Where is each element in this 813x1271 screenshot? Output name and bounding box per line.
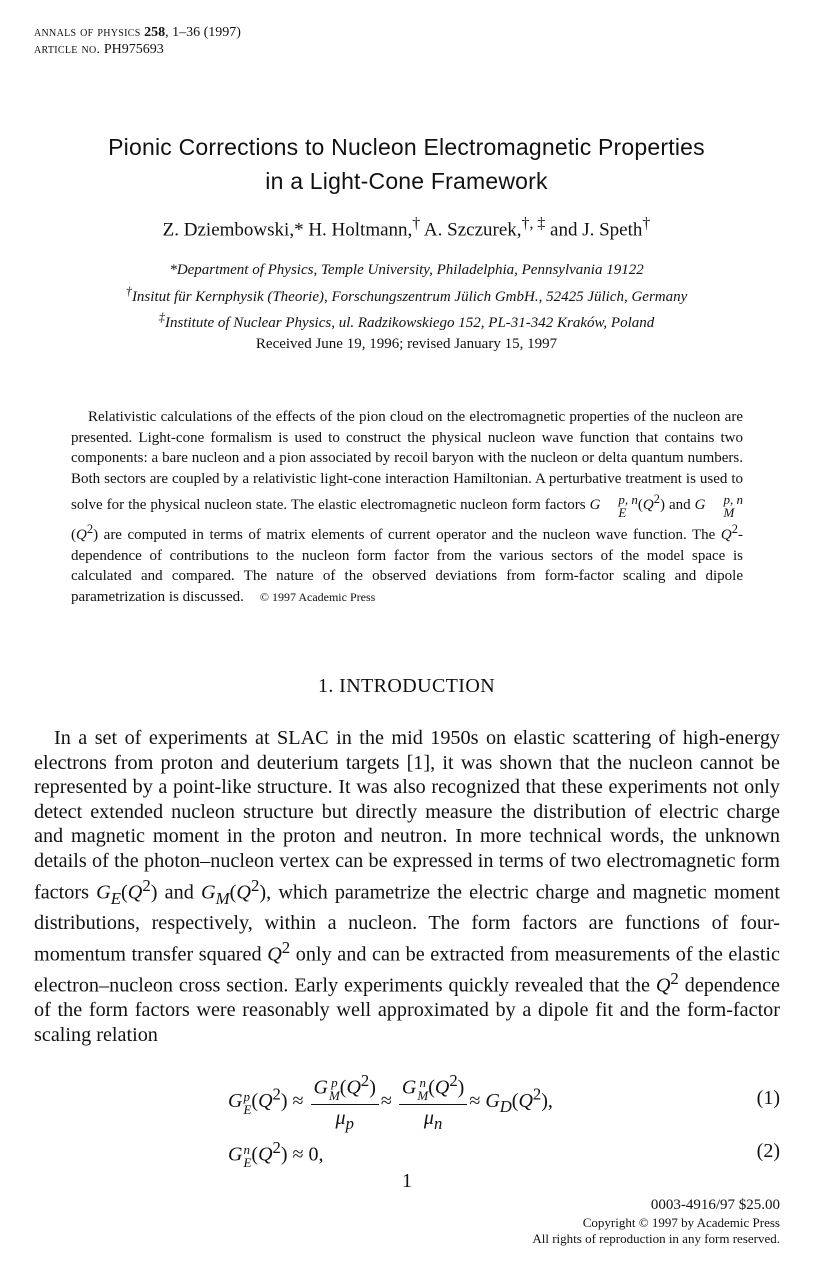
affiliation-3 xyxy=(40,307,773,334)
equation-1-number: (1) xyxy=(756,1087,780,1109)
abstract-part-1: Relativistic calculations of the effects of the pion cloud on the electromagnetic properties of the nucleon are presented. Light-cone formalism is used to construct the physical nucleon wave function that contains two components: a bare nucleon and a pion associated by recoil baryon with the nucleon or delta quantum numbers. Both sectors are coupled by a relativistic light-cone interaction Hamiltonian. A perturbative treatment is used to solve for the physical nucleon state. The elastic electromagnetic nucleon form factors xyxy=(71,409,743,514)
author-4: and J. Speth xyxy=(550,219,643,241)
footer xyxy=(532,1195,780,1246)
abstract xyxy=(71,407,743,607)
author-2: H. Holtmann, xyxy=(308,219,413,241)
affiliation-1-text: Department of Physics, Temple University, Philadelphia, Pennsylvania 19122 xyxy=(176,262,644,278)
affiliation-3-text: Institute of Nuclear Physics, ul. Radzikowskiego 152, PL-31-342 Kraków, Poland xyxy=(164,315,655,331)
received-dates: Received June 19, 1996; revised January 15, 1997 xyxy=(255,336,558,352)
affiliation-1 xyxy=(40,260,773,281)
affiliation-2-mark: † xyxy=(125,283,132,298)
equation-2-number: (2) xyxy=(756,1140,780,1162)
author-2-mark: † xyxy=(412,215,421,232)
journal-citation xyxy=(34,24,241,41)
equation-2: G n E $(Q^2) \approx 0$, xyxy=(228,1138,324,1171)
paper-title xyxy=(40,130,773,198)
author-3-mark: †, ‡ xyxy=(521,215,546,232)
abstract-and: and xyxy=(665,497,695,514)
affiliations xyxy=(40,260,773,334)
intro-part-2: and xyxy=(157,881,201,904)
journal-pages-year: , 1–36 (1997) xyxy=(165,25,241,40)
intro-paragraph: In a set of experiments at SLAC in the mid 1950s on elastic scattering of high-energy electrons from proton and deuterium targets [1], it was shown that the nucleon cannot be represented by a point-like structure. It was also recognized that these experiments not only detect extended nucleon structure but directly measure the distribution of electric charge and magnetic moment in the proton and neutron. In more technical words, the unknown details of the photon–nucleon vertex can be expressed in terms of two electromagnetic form factors $G_E(Q^2)$ and $G_M(Q^2)$, which parametrize the electric charge and magnetic moment distributions, respectively, within a nucleon. The form factors are functions of four-momentum transfer squared $Q^2$ only and can be extracted from measurements of the elastic electron–nucleon cross section. Early experiments quickly revealed that the $Q^2$ dependence of the form factors were reasonably well approximated by a dipole fit and the form-factor scaling relation xyxy=(34,727,780,1046)
journal-header xyxy=(34,24,241,58)
equation-1: G p E $(Q^2)$ ≈ G p M $(Q^2)$ $\mu_p$ ≈ G n M $(Q^2)$ $\mu_n$ ≈ $G_D(Q^2)$, xyxy=(228,1071,553,1134)
author-3: A. Szczurek, xyxy=(423,219,522,241)
article-number-line xyxy=(34,41,241,58)
intro-part-3: , which parametrize the electric charge and magnetic moment distributions, respectively, within a nucleon. The form factors are functions of four-momentum transfer squared xyxy=(34,881,780,966)
journal-volume: 258 xyxy=(144,25,166,40)
intro-part-5: dependence of the form factors were reasonably well approximated by a dipole fit and the form-factor scaling relation xyxy=(34,974,780,1046)
title-line-1: Pionic Corrections to Nucleon Electromagnetic Properties xyxy=(108,134,705,160)
article-number: PH975693 xyxy=(103,42,164,57)
footer-copyright: Copyright © 1997 by Academic Press xyxy=(582,1215,780,1230)
page-number: 1 xyxy=(402,1170,412,1192)
section-heading: 1. INTRODUCTION xyxy=(317,675,496,697)
author-1: Z. Dziembowski, xyxy=(162,219,295,241)
affiliation-2-text: Insitut für Kernphysik (Theorie), Forschungszentrum Jülich GmbH., 52425 Jülich, Germany xyxy=(131,288,688,305)
intro-part-1: In a set of experiments at SLAC in the mid 1950s on elastic scattering of high-energy electrons from proton and deuterium targets [1], it was shown that the nucleon cannot be represented by a point-like structure. It was also recognized that these experiments not only detect extended nucleon structure but directly measure the distribution of electric charge and magnetic moment in the proton and neutron. In more technical words, the unknown details of the photon–nucleon vertex can be expressed in terms of two electromagnetic form factors xyxy=(34,727,780,904)
affiliation-2 xyxy=(40,281,773,308)
footer-rights: All rights of reproduction in any form reserved. xyxy=(532,1230,780,1246)
author-1-mark: * xyxy=(294,219,304,241)
fraction-magnetic-proton: G p M $(Q^2)$ $\mu_p$ xyxy=(311,1071,379,1134)
journal-name: annals of physics xyxy=(34,25,141,40)
affiliation-3-mark: ‡ xyxy=(158,310,165,324)
article-number-label: article no. xyxy=(34,42,101,57)
abstract-text: Relativistic calculations of the effects of the pion cloud on the electromagnetic properties of the nucleon are presented. Light-cone formalism is used to construct the physical nucleon wave function that contains two components: a bare nucleon and a pion associated by recoil baryon with the nucleon or delta quantum numbers. Both sectors are coupled by a relativistic light-cone interaction Hamiltonian. A perturbative treatment is used to solve for the physical nucleon state. The elastic electromagnetic nucleon form factors G p, n E $(Q^2)$ and G p, n M $(Q^2)$ are computed in terms of matrix elements of current operator and the nucleon wave function. The $Q^2$-dependence of contributions to the nucleon form factor from the various sectors of the model space is calculated and compared. The nature of the observed deviations from form-factor scaling and dipole parametrization is discussed. © 1997 Academic Press xyxy=(71,409,743,605)
introduction-text xyxy=(34,726,780,1047)
abstract-part-2: are computed in terms of matrix elements of current operator and the nucleon wave function. The xyxy=(98,526,721,543)
abstract-copyright: © 1997 Academic Press xyxy=(259,589,376,604)
intro-part-4: only and can be extracted from measurements of the elastic electron–nucleon cross section. Early experiments quickly revealed that the xyxy=(34,943,780,997)
fraction-magnetic-neutron: G n M $(Q^2)$ $\mu_n$ xyxy=(399,1071,467,1134)
author-list xyxy=(40,212,773,242)
affiliation-1-mark: * xyxy=(169,262,177,278)
footer-price: 0003-4916/97 $25.00 xyxy=(650,1197,780,1213)
abstract-part-3: -dependence of contributions to the nucleon form factor from the various sectors of the model space is calculated and compared. The nature of the observed deviations from form-factor scaling and dipole parametrization is discussed. xyxy=(71,526,743,605)
author-4-mark: † xyxy=(642,215,651,232)
title-line-2: in a Light-Cone Framework xyxy=(265,168,548,194)
